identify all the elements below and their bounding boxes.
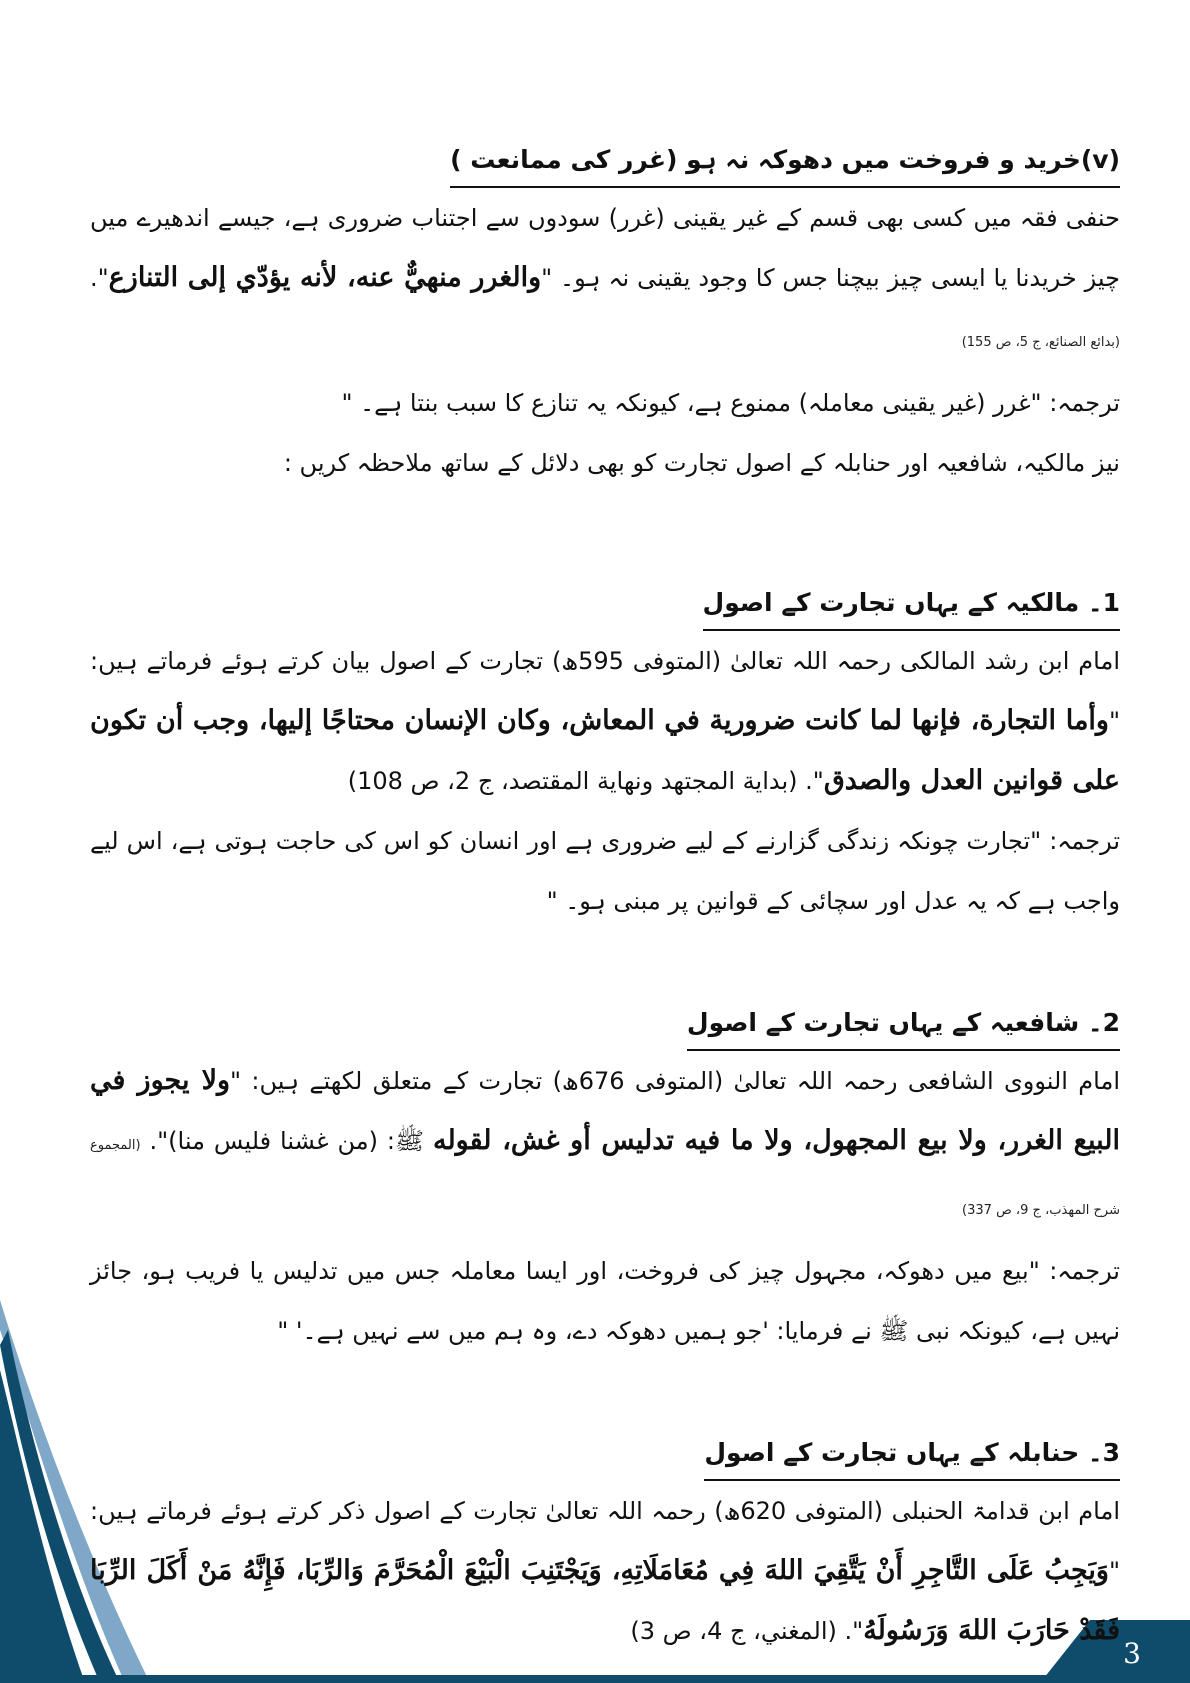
section-v-heading: (v)خرید و فروخت میں دھوکہ نہ ہو (غرر کی ممانعت ) [450, 140, 1120, 188]
section-v-text: حنفی فقہ میں کسی بھی قسم کے غیر یقینی (غرر) سودوں سے اجتناب ضروری ہے، جیسے اندھیرے میں چیز خریدنا یا ایسی چیز بیچنا جس کا وجود یقینی نہ ہو۔ " [90, 204, 1120, 292]
spacer [90, 1361, 1120, 1433]
spacer [90, 493, 1120, 583]
section-v-quote-end: ". [90, 264, 109, 292]
section-3-heading: 3۔ حنابلہ کے یہاں تجارت کے اصول [704, 1433, 1120, 1481]
section-1-arabic-quote: وأما التجارة، فإنها لما كانت ضرورية في المعاش، وكان الإنسان محتاجًا إليها، وجب أن تكون على قوانين العدل والصدق [90, 705, 1120, 796]
section-3-paragraph [90, 1481, 1120, 1661]
page-number: 3 [1123, 1637, 1141, 1670]
section-1-paragraph [90, 631, 1120, 811]
section-v-citation: (بدائع الصنائع، ج 5، ص 155) [961, 335, 1120, 350]
section-1-intro: امام ابن رشد المالکی رحمہ اللہ تعالیٰ (المتوفی 595ھ) تجارت کے اصول بیان کرتے ہوئے فرماتے ہیں: " [90, 647, 1121, 735]
section-v-heading-row [90, 140, 1120, 188]
section-2-translation: ترجمہ: "بیع میں دھوکہ، مجہول چیز کی فروخت، اور ایسا معاملہ جس میں تدلیس یا فریب ہو، جائز نہیں ہے، کیونکہ نبی ﷺ نے فرمایا: 'جو ہمیں دھوکہ دے، وہ ہم میں سے نہیں ہے۔' " [90, 1257, 1120, 1345]
section-2-intro: امام النووی الشافعی رحمہ اللہ تعالیٰ (المتوفی 676ھ) تجارت کے متعلق لکھتے ہیں: " [230, 1067, 1121, 1095]
section-3-heading-row [90, 1433, 1120, 1481]
section-3-citation: ". (المغني، ج 4، ص 3) [630, 1617, 864, 1645]
bottom-navy-bar [0, 1675, 1190, 1683]
document-body [90, 140, 1120, 1661]
section-2-hadith: : (من غشنا فليس منا)". [149, 1127, 396, 1155]
section-2-citation: (المجموع شرح المهذب، ج 9، ص 337) [90, 1138, 1120, 1218]
section-1-citation: ". (بداية المجتهد ونهاية المقتصد، ج 2، ص 108) [347, 767, 824, 795]
spacer [90, 931, 1120, 1003]
section-3-intro: امام ابن قدامۃ الحنبلی (المتوفی 620ھ) رحمہ اللہ تعالیٰ تجارت کے اصول ذکر کرتے ہوئے فرماتے ہیں: " [90, 1497, 1120, 1585]
section-v-translation: ترجمہ: "غرر (غیر یقینی معاملہ) ممنوع ہے، کیونکہ یہ تنازع کا سبب بنتا ہے۔ " [341, 389, 1120, 417]
section-2-paragraph [90, 1051, 1120, 1241]
section-3-arabic-quote: وَيَجِبُ عَلَى التَّاجِرِ أَنْ يَتَّقِيَ اللهَ فِي مُعَامَلَاتِهِ، وَيَجْتَنِبَ الْبَيْعَ الْمُحَرَّمَ وَالرِّبَا، فَإِنَّهُ مَنْ أَكَلَ الرِّبَا فَقَدْ حَارَبَ اللهَ وَرَسُولَهُ [90, 1555, 1120, 1646]
section-2-arabic-quote: ولا يجوز في البيع الغرر، ولا بيع المجهول، ولا ما فيه تدليس أو غش، لقوله [90, 1065, 1120, 1156]
section-1-translation: ترجمہ: "تجارت چونکہ زندگی گزارنے کے لیے ضروری ہے اور انسان کو اس کی حاجت ہوتی ہے، اس لیے واجب ہے کہ یہ عدل اور سچائی کے قوانین پر مبنی ہو۔ " [90, 827, 1120, 915]
section-1-heading-row [90, 583, 1120, 631]
section-v-arabic-quote: والغرر منهيٌّ عنه، لأنه يؤدّي إلى التنازع [108, 262, 542, 293]
section-2-heading: 2۔ شافعیہ کے یہاں تجارت کے اصول [687, 1003, 1120, 1051]
section-1-heading: 1۔ مالکیہ کے یہاں تجارت کے اصول [703, 583, 1120, 631]
salawat-symbol: ﷺ [395, 1127, 425, 1155]
section-v-paragraph [90, 188, 1120, 373]
section-v-closing: نیز مالکیہ، شافعیہ اور حنابلہ کے اصول تجارت کو بھی دلائل کے ساتھ ملاحظہ کریں : [283, 449, 1120, 477]
section-2-heading-row [90, 1003, 1120, 1051]
